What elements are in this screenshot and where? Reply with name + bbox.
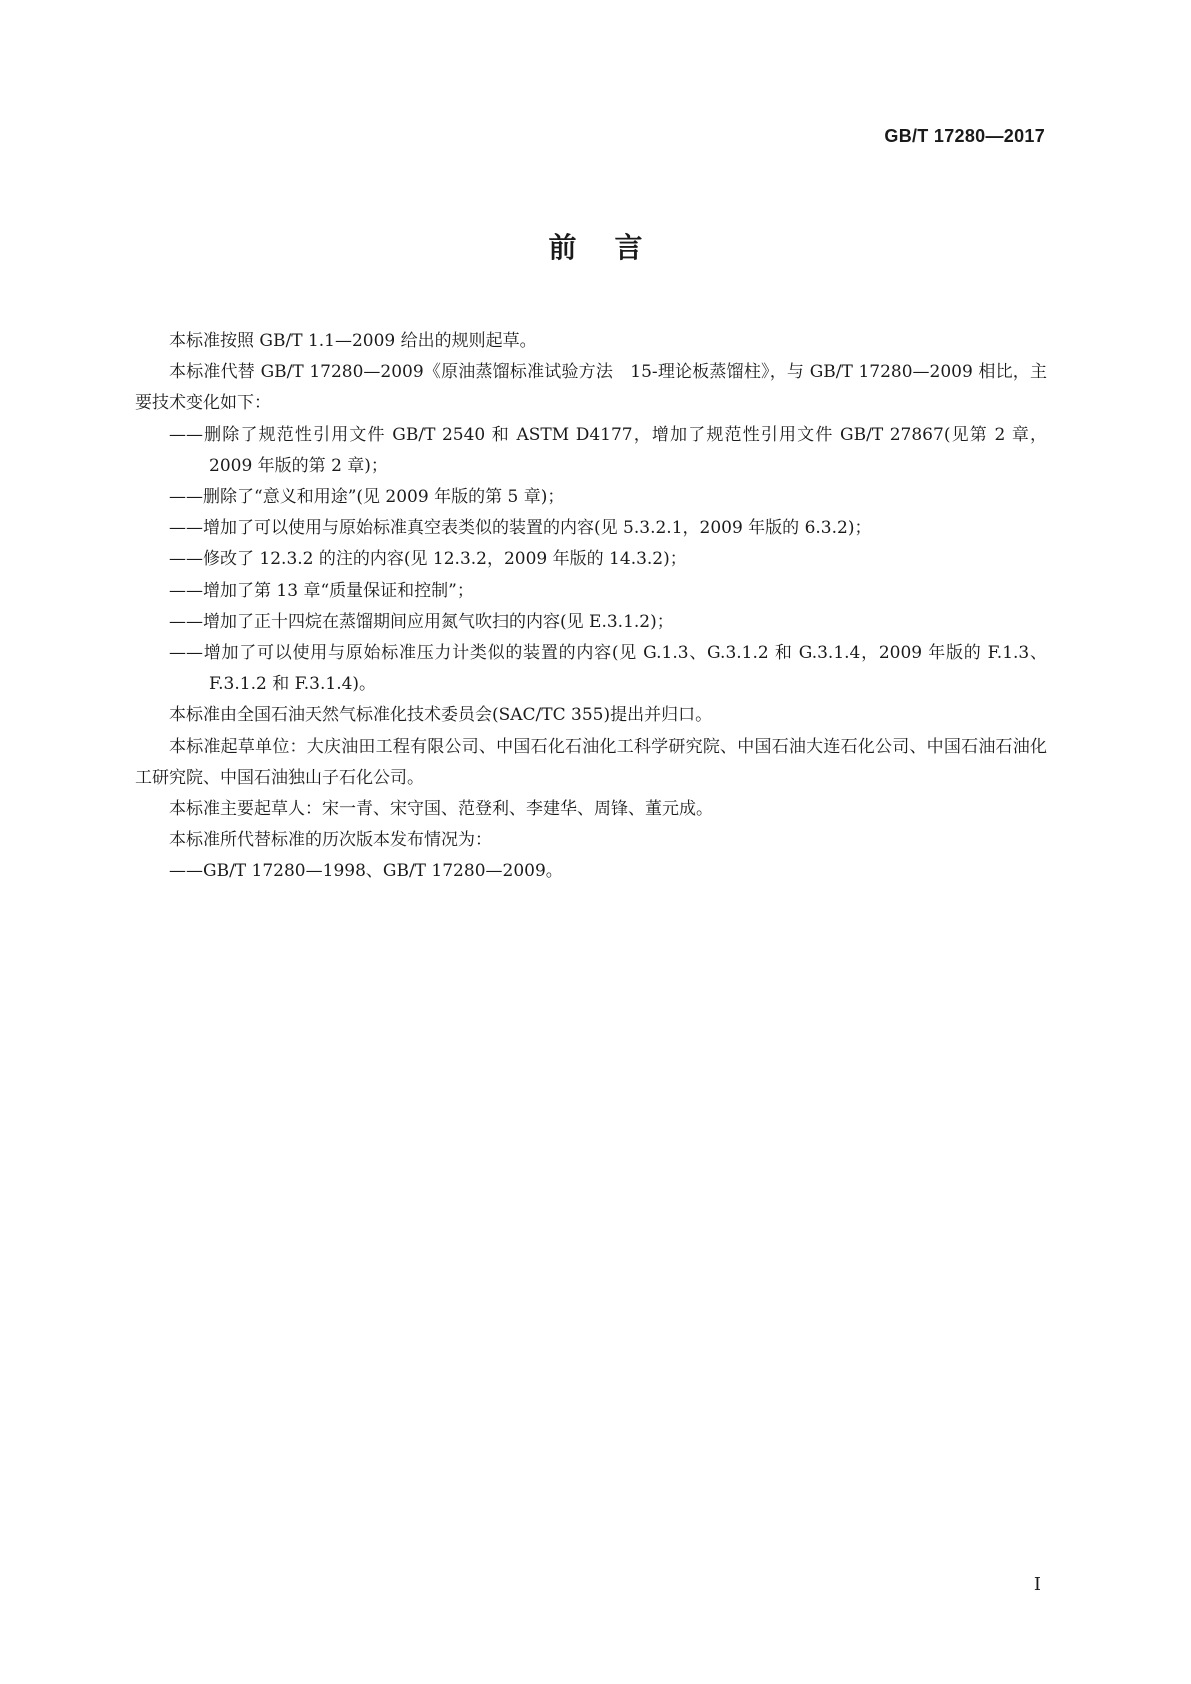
standard-code: GB/T 17280—2017 xyxy=(884,126,1045,146)
list-item: ——增加了第 13 章“质量保证和控制”； xyxy=(169,580,474,601)
list-item: ——增加了可以使用与原始标准真空表类似的装置的内容(见 5.3.2.1，2009 年版的 6.3.2)； xyxy=(169,518,872,539)
paragraph-proposer: 本标准由全国石油天然气标准化技术委员会(SAC/TC 355)提出并归口。 xyxy=(169,705,713,726)
history-item: ——GB/T 17280—1998、GB/T 17280—2009。 xyxy=(169,861,563,882)
paragraph-history-intro: 本标准所代替标准的历次版本发布情况为： xyxy=(169,830,492,851)
page-title: 前言 xyxy=(548,231,681,264)
paragraph-drafting-rules: 本标准按照 GB/T 1.1—2009 给出的规则起草。 xyxy=(169,331,537,351)
paragraph-drafting-units: 本标准起草单位：大庆油田工程有限公司、中国石化石油化工科学研究院、中国石油大连石化公司、中国石油石油化工研究院、中国石油独山子石化公司。 xyxy=(135,736,1047,788)
list-item: ——增加了正十四烷在蒸馏期间应用氮气吹扫的内容(见 E.3.1.2)； xyxy=(169,611,674,632)
list-item: ——删除了规范性引用文件 GB/T 2540 和 ASTM D4177，增加了规范性引用文件 GB/T 27867(见第 2 章，2009 年版的第 2 章)； xyxy=(169,424,1047,476)
list-item: ——增加了可以使用与原始标准压力计类似的装置的内容(见 G.1.3、G.3.1.2 和 G.3.1.4，2009 年版的 F.1.3、F.3.1.2 和 F.3.1.4)。 xyxy=(169,643,1047,695)
list-item: ——修改了 12.3.2 的注的内容(见 12.3.2，2009 年版的 14.3.2)； xyxy=(169,549,687,570)
paragraph-drafters: 本标准主要起草人：宋一青、宋守国、范登利、李建华、周锋、董元成。 xyxy=(169,799,713,820)
list-item: ——删除了“意义和用途”(见 2009 年版的第 5 章)； xyxy=(169,487,565,508)
foreword-body xyxy=(135,326,1047,888)
paragraph-replacement: 本标准代替 GB/T 17280—2009《原油蒸馏标准试验方法 15-理论板蒸馏柱》，与 GB/T 17280—2009 相比，主要技术变化如下： xyxy=(135,362,1047,414)
page-number: I xyxy=(1033,1574,1041,1595)
